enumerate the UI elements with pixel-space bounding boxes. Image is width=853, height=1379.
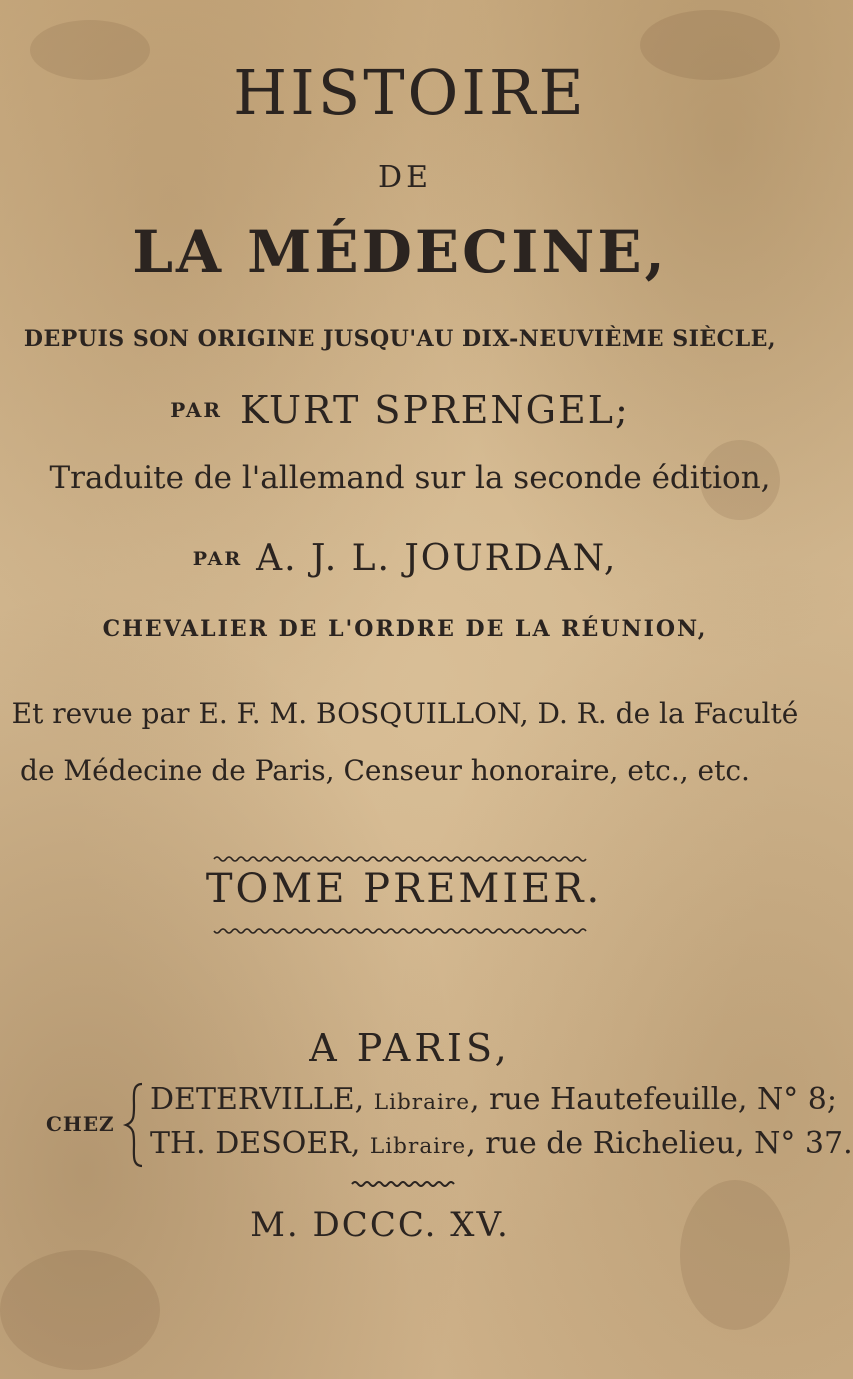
author-by-label: PAR <box>170 398 222 422</box>
publisher-line1 <box>150 1082 837 1117</box>
imprint-city: A PARIS, <box>309 1026 511 1070</box>
ornamental-rule-top <box>214 855 586 863</box>
publisher1-address: , rue Hautefeuille, N° 8; <box>470 1082 837 1117</box>
translator-line <box>0 538 800 579</box>
ornamental-rule-bottom <box>214 927 586 935</box>
chez-label: CHEZ <box>46 1112 115 1136</box>
imprint-date: M. DCCC. XV. <box>250 1205 510 1245</box>
subtitle: DEPUIS SON ORIGINE JUSQU'AU DIX-NEUVIÈME SIÈCLE, <box>23 326 777 352</box>
main-title-de: DE <box>378 160 432 195</box>
publisher2-address: , rue de Richelieu, N° 37. <box>466 1126 853 1161</box>
translator-honor: CHEVALIER DE L'ORDRE DE LA RÉUNION, <box>102 616 708 642</box>
paper-stain <box>680 1180 790 1330</box>
author-name: KURT SPRENGEL; <box>239 388 630 432</box>
publisher1-name: DETERVILLE, <box>150 1082 365 1117</box>
paper-stain <box>0 1250 160 1370</box>
curly-brace-icon <box>122 1080 146 1170</box>
main-title-line1: HISTOIRE <box>233 56 587 129</box>
main-title-line2: LA MÉDECINE, <box>132 218 668 286</box>
ornamental-rule-small <box>352 1180 456 1188</box>
publisher-line2 <box>150 1126 853 1161</box>
reviser-line1: Et revue par E. F. M. BOSQUILLON, D. R. de la Faculté <box>11 697 799 730</box>
publisher1-title: Libraire <box>373 1090 471 1115</box>
reviser-line2: de Médecine de Paris, Censeur honoraire, etc., etc. <box>20 754 750 787</box>
author-line <box>0 388 800 432</box>
translator-by-label: PAR <box>192 547 243 570</box>
volume-label: TOME PREMIER. <box>205 866 603 912</box>
publisher2-title: Libraire <box>369 1134 467 1159</box>
translation-note: Traduite de l'allemand sur la seconde édition, <box>49 460 771 496</box>
translator-name: A. J. L. JOURDAN, <box>256 538 618 579</box>
publisher2-name: TH. DESOER, <box>150 1126 361 1161</box>
